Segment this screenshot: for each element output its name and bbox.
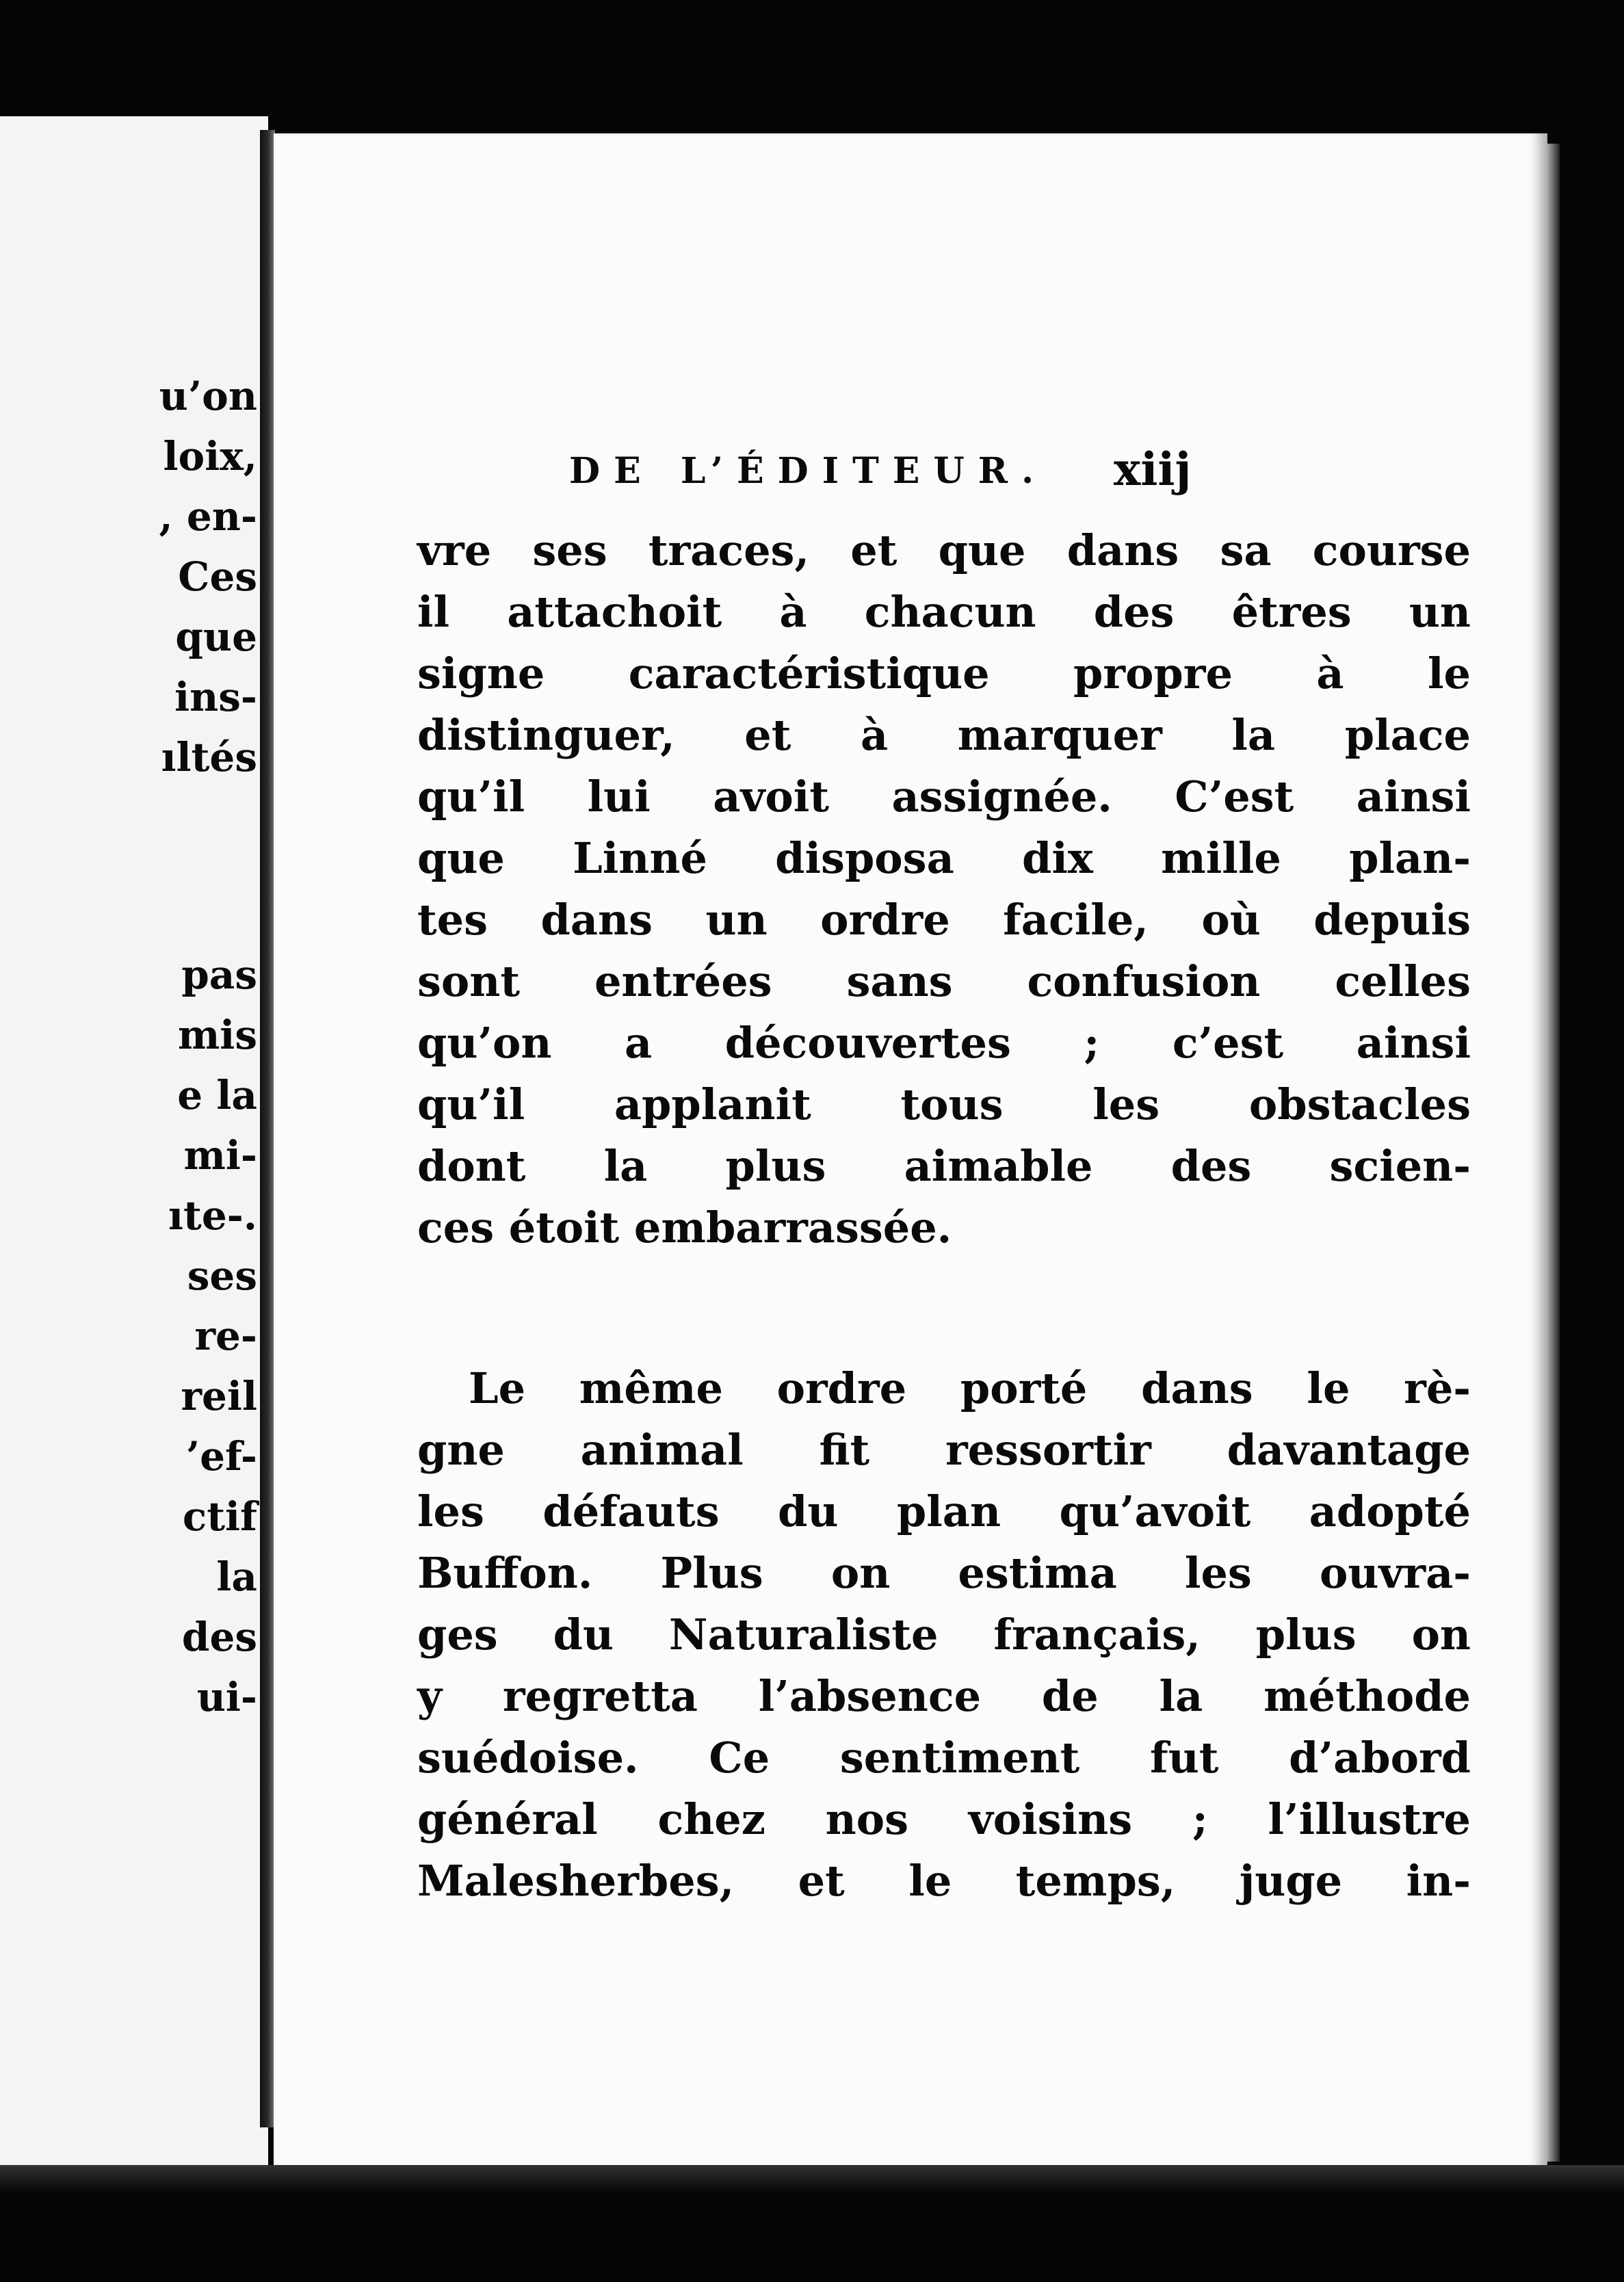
left-page-fragment [0,116,268,2165]
text-line: vre ses traces, et que dans sa course [417,525,1471,575]
text-line: sont entrées sans confusion celles [417,956,1471,1006]
text-line: Malesherbes, et le temps, juge in- [417,1856,1471,1906]
left-line-fragment: e la [177,1072,257,1118]
left-line-fragment: , en- [159,493,257,540]
text-line: Le même ordre porté dans le rè- [469,1363,1471,1413]
text-line: Buffon. Plus on estima les ouvra- [417,1548,1471,1598]
left-line-fragment: ui- [196,1674,257,1720]
text-line: dont la plus aimable des scien- [417,1141,1471,1191]
left-line-fragment: re- [194,1313,257,1359]
left-line-fragment: Ces [178,553,257,600]
text-line: qu’il lui avoit assignée. C’est ainsi [417,772,1471,822]
text-line: général chez nos voisins ; l’illustre [417,1794,1471,1844]
text-line: signe caractéristique propre à le [417,648,1471,698]
text-line: distinguer, et à marquer la place [417,710,1471,760]
text-line: il attachoit à chacun des êtres un [417,587,1471,637]
book-gutter [260,130,275,2127]
text-line: gne animal fit ressortir davantage [417,1425,1471,1475]
left-line-fragment: ıltés [161,734,257,781]
text-line: suédoise. Ce sentiment fut d’abord [417,1733,1471,1783]
left-line-fragment: ıte-. [168,1192,257,1239]
text-line: y regretta l’absence de la méthode [417,1671,1471,1721]
text-line: ges du Naturaliste français, plus on [417,1610,1471,1660]
running-title: DE L’ÉDITEUR. [569,450,1048,492]
page-edge [1547,144,1560,2162]
text-line: les défauts du plan qu’avoit adopté [417,1486,1471,1536]
left-line-fragment: des [181,1614,257,1660]
left-line-fragment: ins- [174,674,257,720]
left-line-fragment: ’ef- [185,1433,257,1480]
left-line-fragment: ses [187,1253,257,1299]
left-line-fragment: que [175,614,257,660]
left-line-fragment: loix, [163,433,257,480]
paragraph-gap [417,1259,1471,1358]
text-line: tes dans un ordre facile, où depuis [417,895,1471,945]
page-number: xiij [1114,443,1192,496]
running-head [274,443,1547,501]
text-line: que Linné disposa dix mille plan- [417,833,1471,883]
left-line-fragment: la [216,1553,257,1600]
text-line: qu’on a découvertes ; c’est ainsi [417,1018,1471,1068]
body-text [417,520,1471,1912]
paragraph [417,520,1471,1259]
text-line: qu’il applanit tous les obstacles [417,1079,1471,1129]
left-line-fragment: pas [181,952,257,998]
left-line-fragment: mis [177,1012,257,1058]
left-line-fragment: mi- [183,1132,257,1179]
left-line-fragment: ctif [182,1493,257,1540]
right-page [274,133,1547,2168]
text-line: ces étoit embarrassée. [417,1203,952,1253]
left-line-fragment: u’on [159,373,257,419]
left-line-fragment: reil [181,1373,257,1419]
page-bottom-shadow [0,2165,1624,2192]
paragraph [417,1358,1471,1912]
